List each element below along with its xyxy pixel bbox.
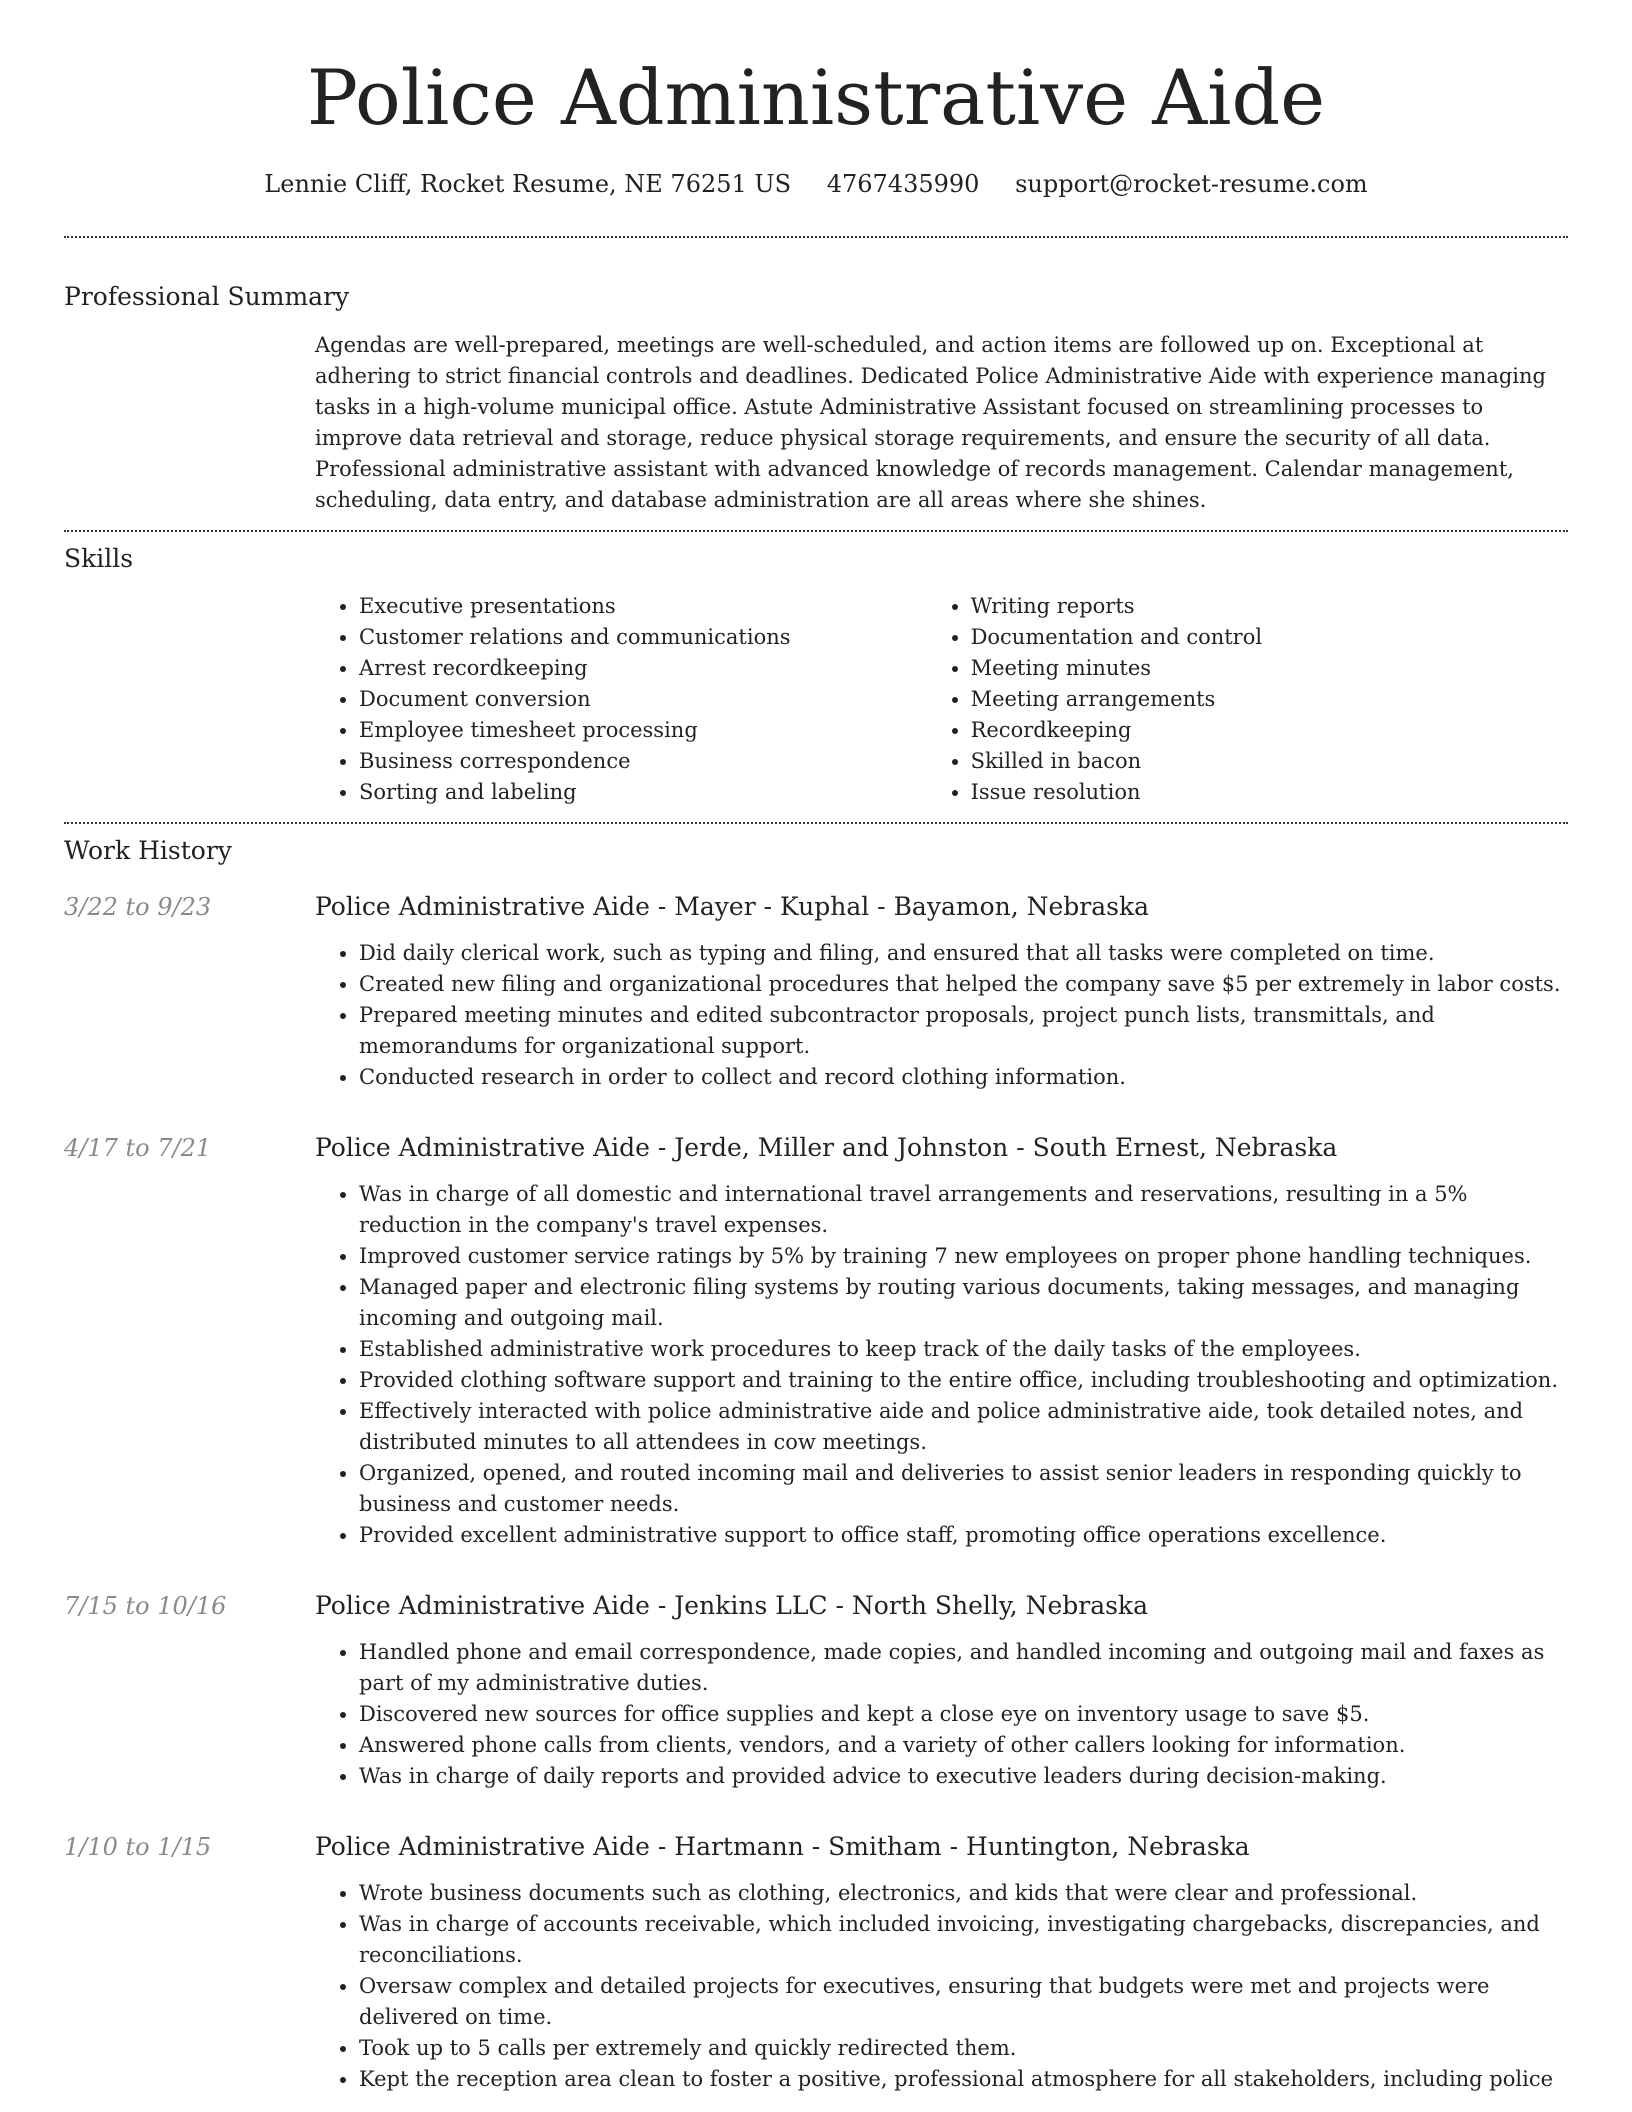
job-bullet: • Provided clothing software support and training to the entire office, including troubleshooting and optimization.	[359, 1365, 1568, 1396]
skill-item: • Document conversion	[359, 684, 927, 715]
job-bullet: • Answered phone calls from clients, vendors, and a variety of other callers looking for information.	[359, 1730, 1568, 1761]
job-title: Police Administrative Aide - Mayer - Kuphal - Bayamon, Nebraska	[315, 892, 1150, 921]
job-bullet: • Improved customer service ratings by 5% by training 7 new employees on proper phone handling techniques.	[359, 1241, 1568, 1272]
job-bullets	[315, 938, 1568, 1093]
job-dates: 7/15 to 10/16	[64, 1592, 227, 1620]
job-bullet: • Conducted research in order to collect and record clothing information.	[359, 1062, 1568, 1093]
resume-page	[64, 0, 1568, 2095]
job-bullets	[315, 1179, 1568, 1551]
job-title: Police Administrative Aide - Jenkins LLC - North Shelly, Nebraska	[315, 1591, 1148, 1620]
skill-item: • Documentation and control	[971, 622, 1568, 653]
job-entry	[64, 1589, 1568, 1792]
skills-column-left	[315, 591, 927, 808]
job-bullet: • Provided excellent administrative support to office staff, promoting office operations excellence.	[359, 1520, 1568, 1551]
job-bullet: • Was in charge of accounts receivable, which included invoicing, investigating chargebacks, discrepancies, and reconciliations.	[359, 1909, 1568, 1971]
job-title: Police Administrative Aide - Jerde, Miller and Johnston - South Ernest, Nebraska	[315, 1133, 1338, 1162]
job-bullet: • Oversaw complex and detailed projects for executives, ensuring that budgets were met and projects were delivered on time.	[359, 1971, 1568, 2033]
resume-title: Police Administrative Aide	[306, 53, 1326, 142]
skills-list	[315, 591, 1568, 808]
job-bullet: • Handled phone and email correspondence, made copies, and handled incoming and outgoing mail and faxes as part of my administrative duties.	[359, 1637, 1568, 1699]
summary-text: Agendas are well-prepared, meetings are well-scheduled, and action items are followed up on. Exceptional at adhering to strict financial controls and deadlines. Dedicated Police Administrative Aide with experience managing tasks in a high-volume municipal office. Astute Administrative Assistant focused on streamlining processes to improve data retrieval and storage, reduce physical storage requirements, and ensure the security of all data. Professional administrative assistant with advanced knowledge of records management. Calendar management, scheduling, data entry, and database administration are all areas where she shines.	[315, 333, 1546, 512]
contact-email: support@rocket-resume.com	[1015, 170, 1368, 198]
job-title: Police Administrative Aide - Hartmann - Smitham - Huntington, Nebraska	[315, 1832, 1250, 1861]
skills-column-right	[927, 591, 1568, 808]
skill-item: • Issue resolution	[971, 777, 1568, 808]
skill-item: • Customer relations and communications	[359, 622, 927, 653]
skill-item: • Recordkeeping	[971, 715, 1568, 746]
job-entry	[64, 1830, 1568, 2095]
job-bullet: • Did daily clerical work, such as typing and filing, and ensured that all tasks were completed on time.	[359, 938, 1568, 969]
job-entry	[64, 890, 1568, 1093]
job-bullet: • Effectively interacted with police administrative aide and police administrative aide, took detailed notes, and distributed minutes to all attendees in cow meetings.	[359, 1396, 1568, 1458]
section-divider	[64, 236, 1568, 238]
job-bullets	[315, 1637, 1568, 1792]
skill-item: • Meeting arrangements	[971, 684, 1568, 715]
job-bullet: • Managed paper and electronic filing systems by routing various documents, taking messages, and managing incoming and outgoing mail.	[359, 1272, 1568, 1334]
contact-line	[64, 168, 1568, 200]
job-bullet: • Took up to 5 calls per extremely and quickly redirected them.	[359, 2033, 1568, 2064]
job-bullet: • Discovered new sources for office supplies and kept a close eye on inventory usage to save $5.	[359, 1699, 1568, 1730]
work-history-heading: Work History	[64, 836, 232, 865]
job-dates: 3/22 to 9/23	[64, 893, 212, 921]
job-bullet: • Kept the reception area clean to foster a positive, professional atmosphere for all stakeholders, including police	[359, 2064, 1568, 2095]
job-bullet: • Organized, opened, and routed incoming mail and deliveries to assist senior leaders in responding quickly to business and customer needs.	[359, 1458, 1568, 1520]
skill-item: • Business correspondence	[359, 746, 927, 777]
job-bullets	[315, 1878, 1568, 2095]
contact-phone: 4767435990	[826, 170, 980, 198]
skill-item: • Employee timesheet processing	[359, 715, 927, 746]
section-divider	[64, 530, 1568, 532]
skill-item: • Sorting and labeling	[359, 777, 927, 808]
job-bullet: • Established administrative work procedures to keep track of the daily tasks of the employees.	[359, 1334, 1568, 1365]
skill-item: • Arrest recordkeeping	[359, 653, 927, 684]
skill-item: • Meeting minutes	[971, 653, 1568, 684]
summary-heading: Professional Summary	[64, 282, 350, 311]
job-dates: 1/10 to 1/15	[64, 1833, 212, 1861]
contact-address: Lennie Cliff, Rocket Resume, NE 76251 US	[264, 170, 792, 198]
job-bullet: • Was in charge of daily reports and provided advice to executive leaders during decision-making.	[359, 1761, 1568, 1792]
skills-heading: Skills	[64, 544, 134, 573]
skill-item: • Executive presentations	[359, 591, 927, 622]
section-divider	[64, 822, 1568, 824]
job-entry	[64, 1131, 1568, 1551]
job-dates: 4/17 to 7/21	[64, 1134, 212, 1162]
job-bullet: • Wrote business documents such as clothing, electronics, and kids that were clear and professional.	[359, 1878, 1568, 1909]
job-bullet: • Was in charge of all domestic and international travel arrangements and reservations, resulting in a 5% reduction in the company's travel expenses.	[359, 1179, 1568, 1241]
job-bullet: • Created new filing and organizational procedures that helped the company save $5 per extremely in labor costs.	[359, 969, 1568, 1000]
skill-item: • Skilled in bacon	[971, 746, 1568, 777]
skill-item: • Writing reports	[971, 591, 1568, 622]
job-bullet: • Prepared meeting minutes and edited subcontractor proposals, project punch lists, transmittals, and memorandums for organizational support.	[359, 1000, 1568, 1062]
